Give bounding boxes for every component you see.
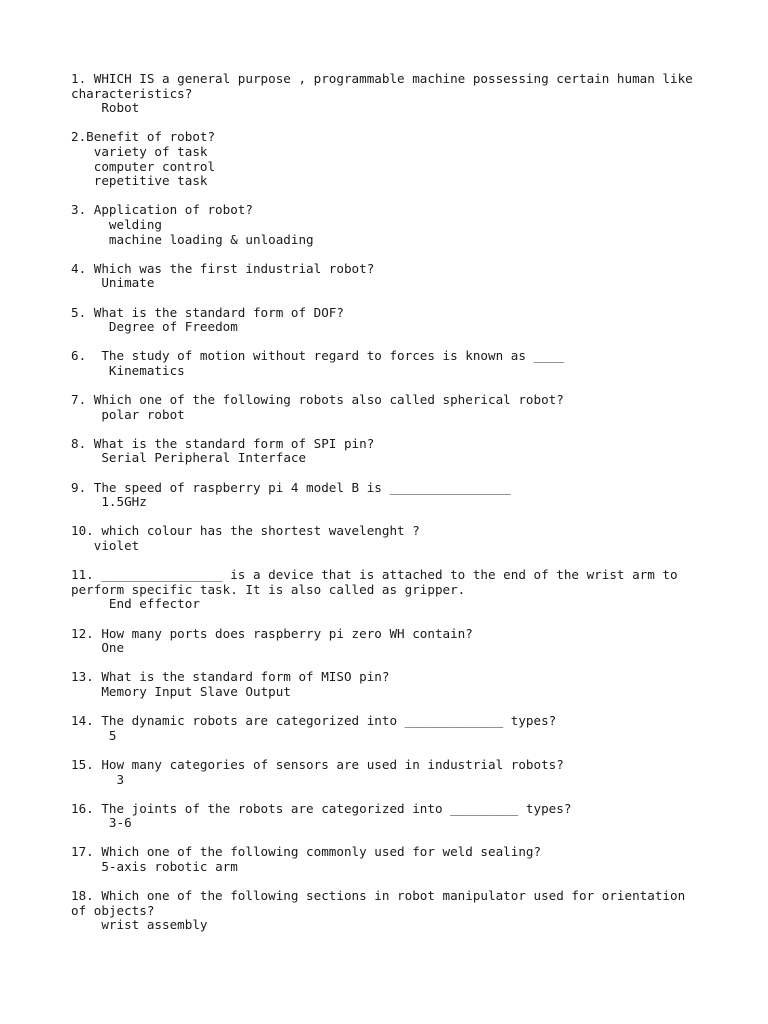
qa-item-12 (71, 627, 701, 656)
question-text: 18. Which one of the following sections in robot manipulator used for orientation of objects? (71, 888, 693, 918)
qa-item-3 (71, 203, 701, 247)
answer-text: 5-axis robotic arm (71, 859, 238, 875)
question-text: 16. The joints of the robots are categorized into _________ types? (71, 800, 572, 816)
answer-text: Serial Peripheral Interface (71, 450, 307, 466)
document-page (71, 72, 701, 948)
answer-text: violet (71, 538, 140, 553)
question-text: 3. Application of robot? (71, 202, 253, 218)
question-text: 7. Which one of the following robots also called spherical robot? (71, 392, 564, 408)
question-text: 9. The speed of raspberry pi 4 model B is ________________ (71, 479, 511, 495)
qa-item-7 (71, 393, 701, 422)
qa-item-4 (71, 262, 701, 291)
question-text: 10. which colour has the shortest wavelenght ? (71, 523, 420, 539)
question-text: 14. The dynamic robots are categorized into _____________ types? (71, 713, 557, 729)
answer-text: One (71, 640, 125, 656)
question-text: 5. What is the standard form of DOF? (71, 304, 344, 320)
qa-item-11 (71, 568, 701, 612)
question-text: 17. Which one of the following commonly used for weld sealing? (71, 844, 542, 860)
answer-text: welding machine loading & unloading (108, 216, 314, 247)
answer-text: variety of task computer control repetitive task (93, 143, 216, 189)
answer-text: 5 (71, 727, 117, 743)
qa-item-18 (71, 889, 701, 933)
answer-text: End effector (71, 596, 200, 612)
answer-text: Memory Input Slave Output (71, 683, 291, 699)
question-text: 12. How many ports does raspberry pi zero WH contain? (71, 625, 473, 641)
answer-text: Degree of Freedom (71, 319, 238, 335)
qa-item-2 (71, 130, 701, 188)
answer-text: 3 (71, 771, 125, 787)
question-text: 11. ________________ is a device that is attached to the end of the wrist arm to perform specific task. It is also called as gripper. (71, 567, 686, 597)
qa-item-14 (71, 714, 701, 743)
qa-item-16 (71, 802, 701, 831)
question-text: 13. What is the standard form of MISO pin? (71, 669, 390, 685)
answer-text: Robot (71, 100, 140, 116)
qa-item-17 (71, 845, 701, 874)
qa-item-10 (71, 524, 701, 553)
qa-item-1 (71, 72, 701, 116)
qa-item-8 (71, 437, 701, 466)
question-text: 1. WHICH IS a general purpose , programmable machine possessing certain human like characteristics? (71, 71, 701, 101)
question-text: 8. What is the standard form of SPI pin? (71, 435, 375, 451)
qa-item-15 (71, 758, 701, 787)
qa-item-5 (71, 306, 701, 335)
qa-item-6 (71, 349, 701, 378)
question-text: 15. How many categories of sensors are used in industrial robots? (71, 756, 564, 772)
answer-text: polar robot (71, 406, 185, 422)
answer-text: 1.5GHz (71, 494, 147, 510)
qa-item-13 (71, 670, 701, 699)
question-text: 4. Which was the first industrial robot? (71, 260, 375, 276)
question-text: 2.Benefit of robot? (71, 129, 216, 145)
answer-text: 3-6 (71, 815, 132, 831)
question-text: 6. The study of motion without regard to forces is known as ____ (71, 348, 564, 364)
qa-item-9 (71, 481, 701, 510)
answer-text: wrist assembly (71, 917, 208, 933)
answer-text: Unimate (71, 275, 155, 291)
answer-text: Kinematics (71, 362, 185, 378)
